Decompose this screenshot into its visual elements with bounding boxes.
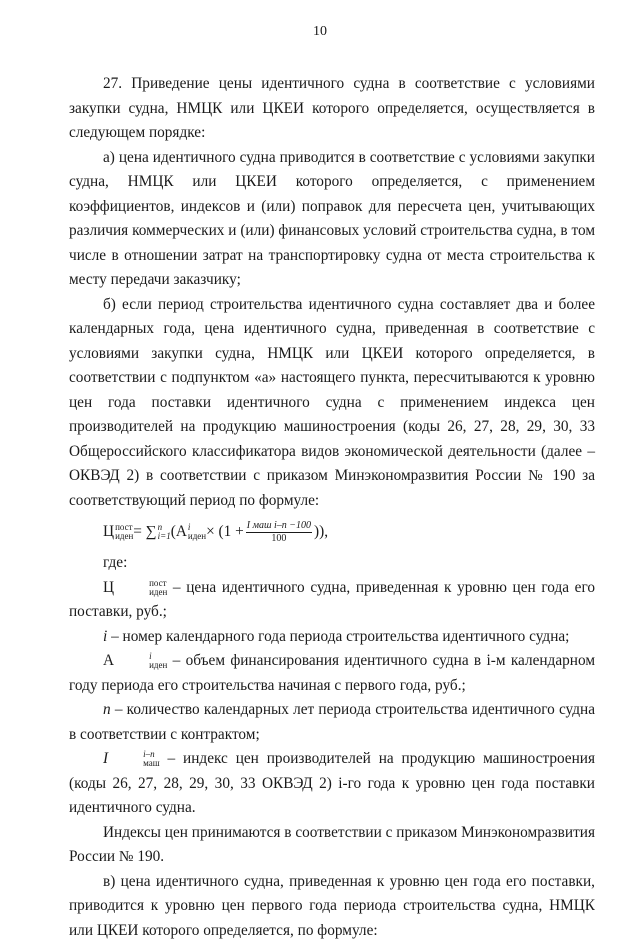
symbol-a: А (103, 652, 114, 669)
formula-times: × (1 + (206, 520, 244, 545)
symbol-index-indices (109, 750, 160, 768)
document-body (69, 72, 595, 943)
formula-a-sup: i (188, 523, 206, 532)
formula-lhs-sup: пост (115, 523, 133, 532)
definition-index-text: – индекс цен производителей на продукцию машиностроения (коды 26, 27, 28, 29, 30, 33 ОКВЭД 2) i-го года к уровню цен года поставки идентичного судна. (69, 750, 595, 816)
paragraph-indices: Индексы цен принимаются в соответствии с приказом Минэкономразвития России № 190. (69, 821, 595, 870)
formula-a-indices (188, 523, 206, 541)
symbol-index-sub: маш (109, 759, 160, 768)
definition-i (69, 625, 595, 650)
formula-fraction-numerator: I маш i–n −100 (246, 520, 312, 533)
definition-i-text: – номер календарного года периода строительства идентичного судна; (107, 628, 569, 645)
definition-n-text: – количество календарных лет периода строительства идентичного судна в соответствии с контрактом; (69, 701, 595, 743)
formula-sum-limits (158, 523, 171, 541)
symbol-price-indices (115, 579, 167, 597)
paragraph-27: 27. Приведение цены идентичного судна в соответствие с условиями закупки судна, НМЦК или ЦКЕИ которого определяется, осуществляется в следующем порядке: (69, 72, 595, 146)
symbol-price: Ц (103, 579, 114, 596)
paragraph-b: б) если период строительства идентичного судна составляет два и более календарных года, цена идентичного судна, приведенная в соответствие с условиями закупки судна, НМЦК или ЦКЕИ которого определяется, в соответствии с подпунктом «а» настоящего пункта, пересчитываются к уровню цен года поставки идентичного судна с применением индекса цен производителей на продукцию машиностроения (коды 26, 27, 28, 29, 30, 33 Общероссийского классификатора видов экономической деятельности (далее – ОКВЭД 2) в соответствии с приказом Минэкономразвития России № 190 за соответствующий период по формуле: (69, 293, 595, 514)
page-number: 10 (0, 24, 640, 40)
symbol-index-sup: i–n (109, 750, 160, 759)
where-label: где: (69, 551, 595, 576)
paragraph-a: а) цена идентичного судна приводится в соответствие с условиями закупки судна, НМЦК или ЦКЕИ которого определяется, с применением коэффициентов, индексов и (или) поправок для пересчета цен, учитывающих различия коммерческих и (или) финансовых условий строительства судна, в том числе в отношении затрат на транспортировку судна от места строительства к месту передачи заказчику; (69, 146, 595, 293)
symbol-a-sup: i (115, 652, 167, 661)
symbol-a-sub: иден (115, 661, 167, 670)
formula-close: )), (314, 520, 328, 545)
formula-sum: = ∑ (133, 520, 156, 545)
symbol-i: i (103, 628, 107, 645)
formula-sum-sub: i=1 (158, 532, 171, 541)
formula-a-sub: иден (188, 532, 206, 541)
formula-fraction-denominator: 100 (271, 533, 286, 545)
symbol-price-sub: иден (115, 588, 167, 597)
definition-price (69, 576, 595, 625)
formula-sum-sup: n (158, 523, 171, 532)
paragraph-v: в) цена идентичного судна, приведенная к уровню цен года его поставки, приводится к уровню цен первого года периода строительства судна, НМЦК или ЦКЕИ которого определяется, по формуле: (69, 870, 595, 943)
formula-fraction (246, 520, 312, 545)
formula-lhs-indices (115, 523, 133, 541)
symbol-index: I (103, 750, 108, 767)
definition-price-text: – цена идентичного судна, приведенная к уровню цен года его поставки, руб.; (69, 579, 595, 621)
symbol-price-sup: пост (115, 579, 167, 588)
symbol-a-indices (115, 652, 167, 670)
formula-open: (А (171, 520, 187, 545)
price-formula (69, 513, 595, 551)
definition-index (69, 747, 595, 821)
definition-a-text: – объем финансирования идентичного судна в i-м календарном году периода его строительства начиная с первого года, руб.; (69, 652, 595, 694)
symbol-n: n (103, 701, 111, 718)
formula-lhs: Ц (103, 520, 114, 545)
formula-lhs-sub: иден (115, 532, 133, 541)
definition-n (69, 698, 595, 747)
definition-a (69, 649, 595, 698)
